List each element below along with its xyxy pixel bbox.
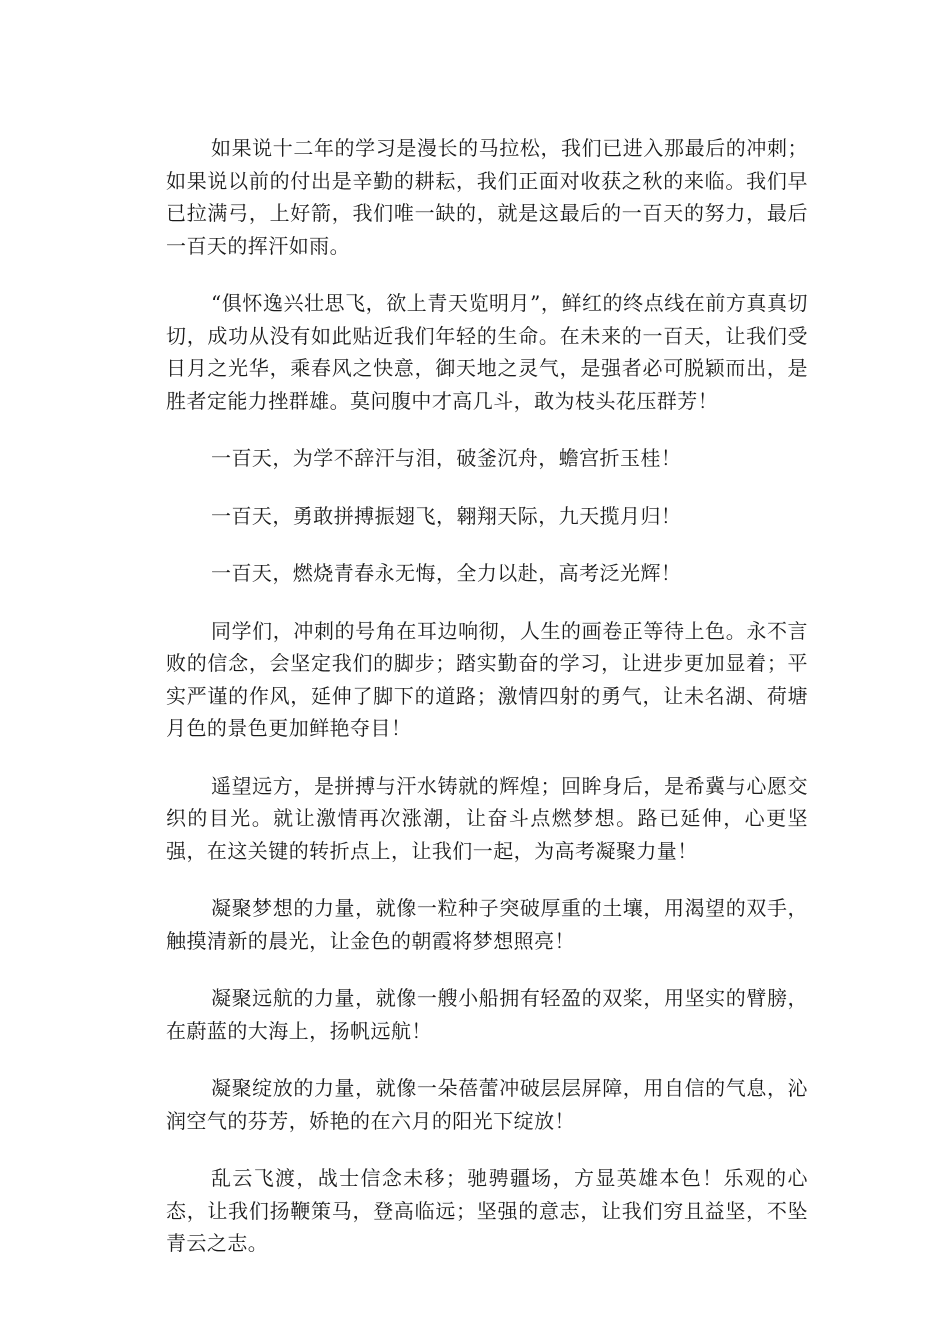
document-body [166,132,808,1260]
paragraph: 凝聚远航的力量，就像一艘小船拥有轻盈的双桨，用坚实的臂膀，在蔚蓝的大海上，扬帆远航！ [166,986,808,1043]
paragraph: “俱怀逸兴壮思飞，欲上青天览明月”，鲜红的终点线在前方真真切切，成功从没有如此贴近我们年轻的生命。在未来的一百天，让我们受日月之光华，乘春风之快意，御天地之灵气，是强者必可脱颖而出，是胜者定能力挫群雄。莫问腹中才高几斗，敢为枝头花压群芳！ [166,291,808,413]
paragraph: 一百天，燃烧青春永无悔，全力以赴，高考泛光辉！ [211,561,682,585]
paragraph: 如果说十二年的学习是漫长的马拉松，我们已进入那最后的冲刺；如果说以前的付出是辛勤的耕耘，我们正面对收获之秋的来临。我们早已拉满弓，上好箭，我们唯一缺的，就是这最后的一百天的努力，最后一百天的挥汗如雨。 [166,136,808,258]
paragraph: 遥望远方，是拼搏与汗水铸就的辉煌；回眸身后，是希冀与心愿交织的目光。就让激情再次涨潮，让奋斗点燃梦想。路已延伸，心更坚强，在这关键的转折点上，让我们一起，为高考凝聚力量！ [166,773,808,863]
paragraph: 一百天，勇敢拼搏振翅飞，翱翔天际，九天揽月归！ [211,503,682,528]
paragraph: 乱云飞渡，战士信念未移；驰骋疆场，方显英雄本色！乐观的心态，让我们扬鞭策马，登高临远；坚强的意志，让我们穷且益坚，不坠青云之志。 [166,1166,808,1255]
paragraph: 一百天，为学不辞汗与泪，破釜沉舟，蟾宫折玉桂！ [211,446,682,470]
paragraph: 凝聚梦想的力量，就像一粒种子突破厚重的土壤，用渴望的双手，触摸清新的晨光，让金色的朝霞将梦想照亮！ [166,896,808,953]
paragraph: 同学们，冲刺的号角在耳边响彻，人生的画卷正等待上色。永不言败的信念，会坚定我们的脚步；踏实勤奋的学习，让进步更加显着；平实严谨的作风，延伸了脚下的道路；激情四射的勇气，让未名湖、荷塘月色的景色更加鲜艳夺目！ [166,618,808,740]
paragraph: 凝聚绽放的力量，就像一朵蓓蕾冲破层层屏障，用自信的气息，沁润空气的芬芳，娇艳的在六月的阳光下绽放！ [166,1076,808,1133]
